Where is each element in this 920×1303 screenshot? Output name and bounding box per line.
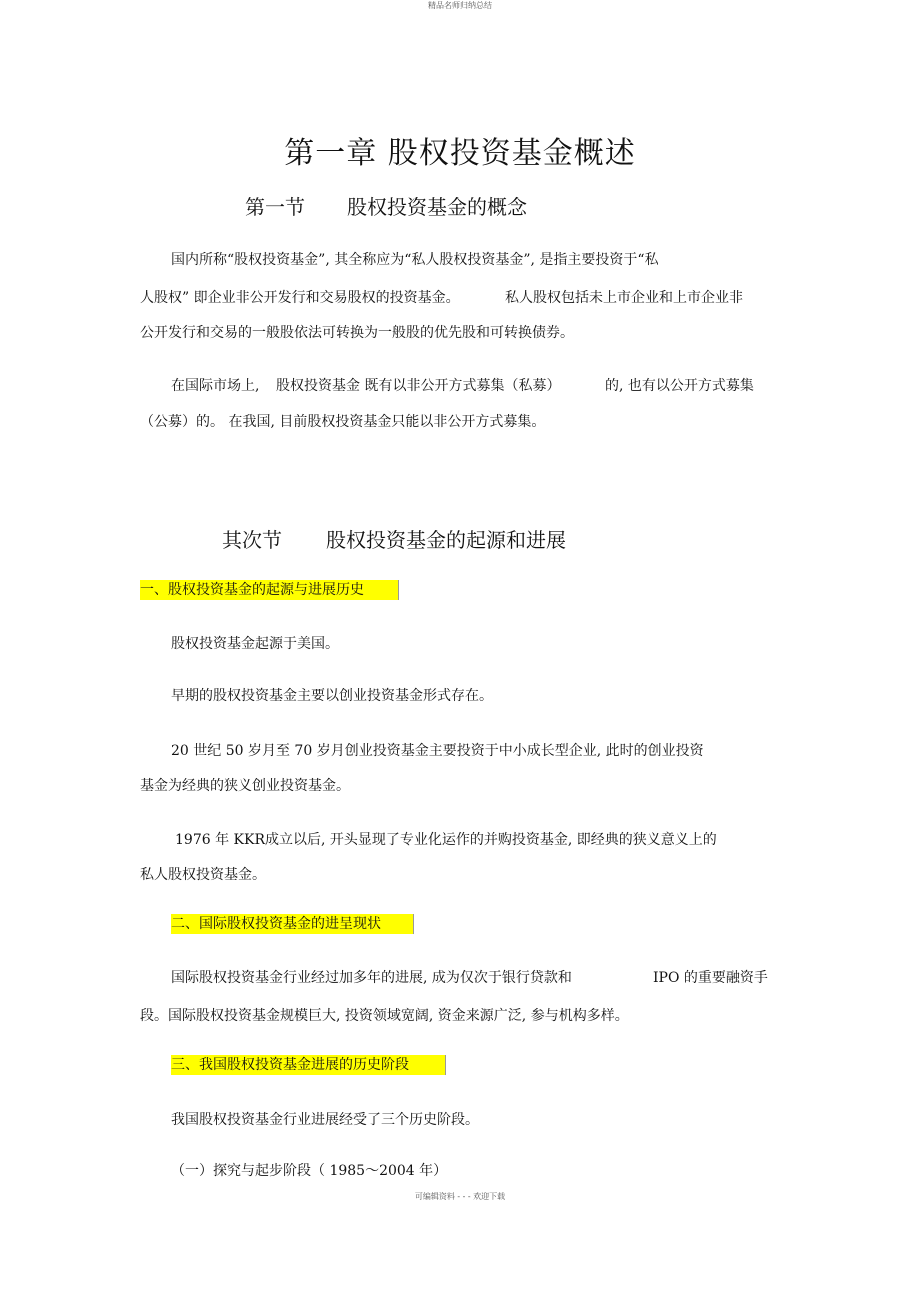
section2-number: 其次节 bbox=[222, 528, 282, 552]
subheading-3: 三、我国股权投资基金进展的历史阶段 bbox=[171, 1055, 446, 1075]
chapter-title: 第一章 股权投资基金概述 bbox=[284, 136, 636, 171]
subheading-1: 一、股权投资基金的起源与进展历史 bbox=[140, 580, 399, 600]
sub3-p2: （一）探究与起步阶段（ 1985～2004 年） bbox=[171, 1163, 448, 1179]
sub1-p3-line2: 基金为经典的狭义创业投资基金。 bbox=[140, 778, 350, 794]
subheading-2: 二、国际股权投资基金的进呈现状 bbox=[171, 914, 414, 934]
sub2-p1-line1a: 国际股权投资基金行业经过加多年的进展, 成为仅次于银行贷款和 bbox=[171, 970, 572, 986]
footer-note: 可编辑资料 - - - 欢迎下载 bbox=[414, 1192, 506, 1201]
sub1-p3-line1: 20 世纪 50 岁月至 70 岁月创业投资基金主要投资于中小成长型企业, 此时的创业投资 bbox=[171, 743, 704, 759]
section1-p2-line2: （公募）的。 在我国, 目前股权投资基金只能以非公开方式募集。 bbox=[140, 414, 546, 430]
sub1-p2: 早期的股权投资基金主要以创业投资基金形式存在。 bbox=[171, 688, 493, 704]
section1-p1-line2b: 私人股权包括未上市企业和上市企业非 bbox=[505, 290, 743, 306]
sub3-p1: 我国股权投资基金行业进展经受了三个历史阶段。 bbox=[171, 1112, 479, 1128]
section1-title: 股权投资基金的概念 bbox=[347, 195, 527, 219]
section2-heading bbox=[222, 524, 566, 553]
sub1-p4-line2: 私人股权投资基金。 bbox=[140, 867, 266, 883]
section1-p1-line2a: 人股权” 即企业非公开发行和交易股权的投资基金。 bbox=[140, 290, 460, 306]
section2-title: 股权投资基金的起源和进展 bbox=[326, 528, 566, 552]
section1-p2-line1c: 的, 也有以公开方式募集 bbox=[605, 378, 754, 394]
sub1-p1: 股权投资基金起源于美国。 bbox=[171, 636, 339, 652]
sub1-p4-line1: 1976 年 KKR成立以后, 开头显现了专业化运作的并购投资基金, 即经典的狭义意义上的 bbox=[175, 832, 717, 848]
section1-p2-line1b: 股权投资基金 既有以非公开方式募集（私募） bbox=[276, 378, 561, 394]
header-note: 精品名师归纳总结 bbox=[428, 1, 492, 10]
section1-p1-line1: 国内所称“股权投资基金”, 其全称应为“私人股权投资基金”, 是指主要投资于“私 bbox=[171, 252, 659, 268]
section1-p2-line1a: 在国际市场上, bbox=[171, 378, 260, 394]
sub2-p1-line2: 段。国际股权投资基金规模巨大, 投资领域宽阔, 资金来源广泛, 参与机构多样。 bbox=[140, 1008, 629, 1024]
section1-number: 第一节 bbox=[245, 195, 305, 219]
section1-heading bbox=[245, 191, 527, 220]
sub2-p1-line1b: IPO 的重要融资手 bbox=[653, 970, 768, 986]
section1-p1-line3: 公开发行和交易的一般股依法可转换为一般股的优先股和可转换债券。 bbox=[140, 325, 574, 341]
